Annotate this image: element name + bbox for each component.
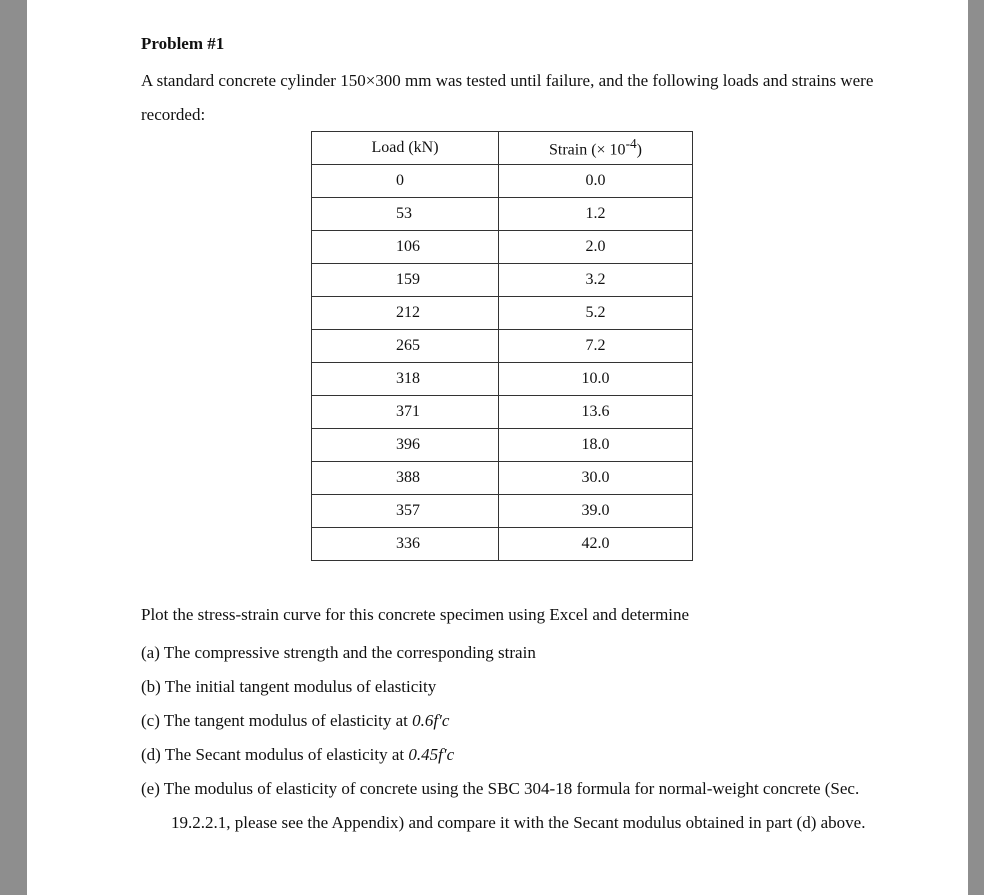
table-row [312, 495, 693, 528]
task-item-a: (a) The compressive strength and the corresponding strain [141, 643, 536, 662]
strain-cell: 3.2 [499, 264, 693, 297]
task-d-math: 0.45f′c [408, 745, 455, 764]
problem-title: Problem #1 [141, 34, 225, 53]
strain-cell: 10.0 [499, 363, 693, 396]
table-row [312, 330, 693, 363]
task-list [141, 636, 881, 840]
load-strain-table [311, 131, 693, 561]
strain-header-prefix: Strain (× 10 [548, 141, 626, 159]
strain-cell: 2.0 [499, 231, 693, 264]
load-cell: 336 [312, 528, 499, 561]
table-row [312, 297, 693, 330]
instruction-text: Plot the stress-strain curve for this concrete specimen using Excel and determine [141, 605, 690, 624]
load-cell: 371 [312, 396, 499, 429]
strain-column-header [499, 132, 693, 165]
table-row [312, 165, 693, 198]
table-row [312, 429, 693, 462]
load-cell: 0 [312, 165, 499, 198]
task-c-math: 0.6f′c [412, 711, 450, 730]
load-cell: 159 [312, 264, 499, 297]
task-item-b: (b) The initial tangent modulus of elasticity [141, 677, 437, 696]
table-row [312, 396, 693, 429]
load-cell: 265 [312, 330, 499, 363]
load-cell: 53 [312, 198, 499, 231]
strain-cell: 30.0 [499, 462, 693, 495]
table-row [312, 462, 693, 495]
strain-cell: 1.2 [499, 198, 693, 231]
task-item-e: (e) The modulus of elasticity of concrete using the SBC 304-18 formula for normal-weight concrete (Sec. 19.2.2.1, please see the Appendix) and compare it with the Secant modulus obtained in part (d) above. [141, 779, 866, 832]
load-cell: 212 [312, 297, 499, 330]
load-cell: 396 [312, 429, 499, 462]
load-cell: 388 [312, 462, 499, 495]
strain-cell: 0.0 [499, 165, 693, 198]
table-row [312, 363, 693, 396]
task-c-text: (c) The tangent modulus of elasticity at [141, 711, 413, 730]
table-header-row [312, 132, 693, 165]
load-cell: 318 [312, 363, 499, 396]
load-column-header: Load (kN) [312, 132, 499, 165]
table-row [312, 264, 693, 297]
load-cell: 106 [312, 231, 499, 264]
task-item-c [141, 704, 881, 738]
table-row [312, 231, 693, 264]
task-d-text: (d) The Secant modulus of elasticity at [141, 745, 409, 764]
strain-cell: 39.0 [499, 495, 693, 528]
document-page [27, 0, 968, 895]
load-cell: 357 [312, 495, 499, 528]
strain-cell: 5.2 [499, 297, 693, 330]
table-row [312, 528, 693, 561]
strain-cell: 42.0 [499, 528, 693, 561]
strain-header-suffix: ) [636, 141, 642, 159]
task-item-d [141, 738, 881, 772]
strain-cell: 13.6 [499, 396, 693, 429]
table-row [312, 198, 693, 231]
strain-cell: 18.0 [499, 429, 693, 462]
problem-intro: A standard concrete cylinder 150×300 mm was tested until failure, and the following loads and strains were recorded: [141, 71, 874, 124]
strain-header-exponent: -4 [625, 136, 637, 152]
strain-cell: 7.2 [499, 330, 693, 363]
